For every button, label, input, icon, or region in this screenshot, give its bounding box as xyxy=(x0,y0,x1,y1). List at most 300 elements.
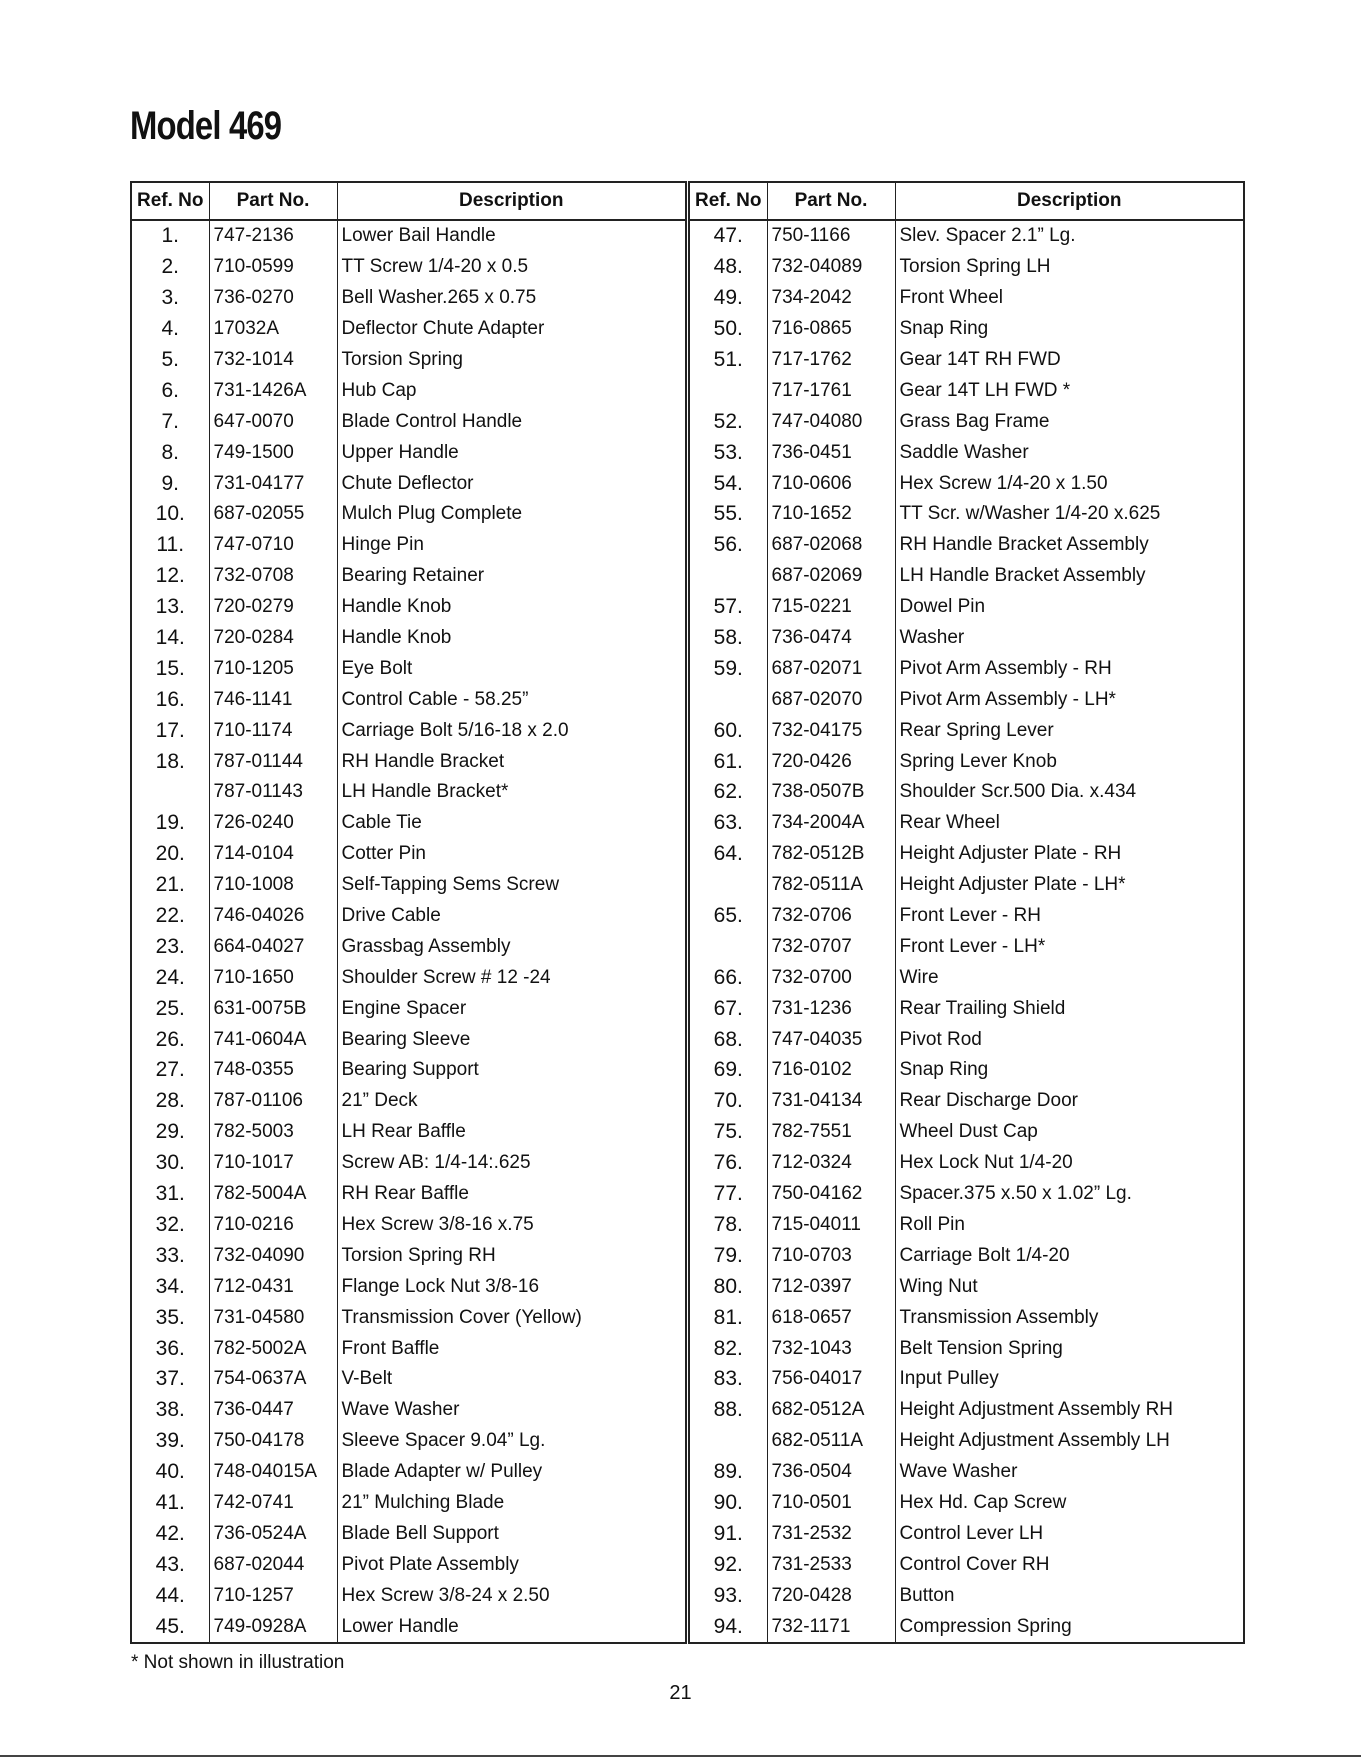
table-row xyxy=(131,1580,686,1611)
description-cell: LH Rear Baffle xyxy=(337,1117,686,1148)
parts-table-left xyxy=(130,181,687,1644)
table-row xyxy=(689,1518,1244,1549)
ref-no-cell: 44. xyxy=(131,1580,209,1611)
part-no-cell: 738-0507B xyxy=(767,777,895,808)
part-no-cell: 717-1762 xyxy=(767,345,895,376)
ref-no-cell xyxy=(689,870,767,901)
part-no-cell: 712-0324 xyxy=(767,1148,895,1179)
table-row xyxy=(131,1395,686,1426)
part-no-cell: 710-1008 xyxy=(209,870,337,901)
table-row xyxy=(689,684,1244,715)
table-row xyxy=(131,623,686,654)
ref-no-cell: 47. xyxy=(689,220,767,252)
description-cell: Engine Spacer xyxy=(337,993,686,1024)
description-cell: Hex Hd. Cap Screw xyxy=(895,1488,1244,1519)
description-cell: TT Screw 1/4-20 x 0.5 xyxy=(337,252,686,283)
description-cell: Wire xyxy=(895,962,1244,993)
part-no-cell: 782-0512B xyxy=(767,839,895,870)
part-no-cell: 747-04035 xyxy=(767,1024,895,1055)
table-row xyxy=(689,252,1244,283)
ref-no-cell: 67. xyxy=(689,993,767,1024)
table-row xyxy=(131,406,686,437)
ref-no-cell: 19. xyxy=(131,808,209,839)
description-cell: Bearing Sleeve xyxy=(337,1024,686,1055)
ref-no-cell: 34. xyxy=(131,1271,209,1302)
ref-no-cell: 54. xyxy=(689,468,767,499)
table-row xyxy=(131,715,686,746)
description-cell: Sleeve Spacer 9.04” Lg. xyxy=(337,1426,686,1457)
part-no-cell: 710-1174 xyxy=(209,715,337,746)
table-row xyxy=(131,684,686,715)
table-row xyxy=(131,592,686,623)
description-cell: LH Handle Bracket* xyxy=(337,777,686,808)
part-no-cell: 647-0070 xyxy=(209,406,337,437)
table-row xyxy=(689,468,1244,499)
part-no-cell: 732-0706 xyxy=(767,901,895,932)
ref-no-cell: 43. xyxy=(131,1549,209,1580)
table-row xyxy=(689,1580,1244,1611)
ref-no-cell: 78. xyxy=(689,1210,767,1241)
table-row xyxy=(689,1148,1244,1179)
table-row xyxy=(131,1611,686,1643)
part-no-cell: 742-0741 xyxy=(209,1488,337,1519)
table-row xyxy=(689,283,1244,314)
part-no-cell: 787-01143 xyxy=(209,777,337,808)
ref-no-cell: 13. xyxy=(131,592,209,623)
ref-no-cell: 5. xyxy=(131,345,209,376)
part-no-cell: 687-02070 xyxy=(767,684,895,715)
table-row xyxy=(131,962,686,993)
ref-no-cell: 35. xyxy=(131,1302,209,1333)
description-cell: Wave Washer xyxy=(337,1395,686,1426)
table-row xyxy=(689,220,1244,252)
description-cell: Pivot Arm Assembly - RH xyxy=(895,653,1244,684)
table-row xyxy=(131,1148,686,1179)
table-row xyxy=(689,715,1244,746)
part-no-cell: 687-02055 xyxy=(209,499,337,530)
ref-no-cell: 53. xyxy=(689,437,767,468)
description-cell: Rear Trailing Shield xyxy=(895,993,1244,1024)
ref-no-cell: 51. xyxy=(689,345,767,376)
description-cell: Transmission Cover (Yellow) xyxy=(337,1302,686,1333)
part-no-cell: 782-5003 xyxy=(209,1117,337,1148)
part-no-cell: 747-04080 xyxy=(767,406,895,437)
header-part-no: Part No. xyxy=(767,182,895,220)
part-no-cell: 782-7551 xyxy=(767,1117,895,1148)
part-no-cell: 782-5002A xyxy=(209,1333,337,1364)
description-cell: Cotter Pin xyxy=(337,839,686,870)
table-row xyxy=(689,1271,1244,1302)
ref-no-cell: 23. xyxy=(131,931,209,962)
description-cell: Mulch Plug Complete xyxy=(337,499,686,530)
table-row xyxy=(689,1240,1244,1271)
part-no-cell: 720-0279 xyxy=(209,592,337,623)
part-no-cell: 687-02068 xyxy=(767,530,895,561)
ref-no-cell: 45. xyxy=(131,1611,209,1643)
part-no-cell: 732-1014 xyxy=(209,345,337,376)
part-no-cell: 731-04580 xyxy=(209,1302,337,1333)
description-cell: Transmission Assembly xyxy=(895,1302,1244,1333)
description-cell: Height Adjustment Assembly RH xyxy=(895,1395,1244,1426)
table-row xyxy=(131,530,686,561)
ref-no-cell: 58. xyxy=(689,623,767,654)
part-no-cell: 687-02044 xyxy=(209,1549,337,1580)
description-cell: Height Adjuster Plate - RH xyxy=(895,839,1244,870)
ref-no-cell: 26. xyxy=(131,1024,209,1055)
part-no-cell: 687-02069 xyxy=(767,561,895,592)
table-row xyxy=(131,777,686,808)
ref-no-cell: 69. xyxy=(689,1055,767,1086)
part-no-cell: 732-0700 xyxy=(767,962,895,993)
part-no-cell: 715-04011 xyxy=(767,1210,895,1241)
part-no-cell: 618-0657 xyxy=(767,1302,895,1333)
part-no-cell: 787-01144 xyxy=(209,746,337,777)
ref-no-cell: 17. xyxy=(131,715,209,746)
table-row xyxy=(131,345,686,376)
ref-no-cell: 76. xyxy=(689,1148,767,1179)
table-row xyxy=(131,437,686,468)
part-no-cell: 712-0431 xyxy=(209,1271,337,1302)
table-row xyxy=(689,1364,1244,1395)
table-row xyxy=(689,993,1244,1024)
ref-no-cell: 66. xyxy=(689,962,767,993)
table-row xyxy=(131,468,686,499)
table-row xyxy=(689,1055,1244,1086)
part-no-cell: 710-1257 xyxy=(209,1580,337,1611)
part-no-cell: 732-04175 xyxy=(767,715,895,746)
part-no-cell: 736-0474 xyxy=(767,623,895,654)
header-ref-no: Ref. No xyxy=(689,182,767,220)
part-no-cell: 736-0270 xyxy=(209,283,337,314)
table-row xyxy=(689,1426,1244,1457)
part-no-cell: 712-0397 xyxy=(767,1271,895,1302)
part-no-cell: 732-04089 xyxy=(767,252,895,283)
ref-no-cell xyxy=(689,684,767,715)
part-no-cell: 732-1171 xyxy=(767,1611,895,1643)
table-row xyxy=(689,592,1244,623)
description-cell: Carriage Bolt 5/16-18 x 2.0 xyxy=(337,715,686,746)
description-cell: Pivot Arm Assembly - LH* xyxy=(895,684,1244,715)
description-cell: Bearing Retainer xyxy=(337,561,686,592)
ref-no-cell: 55. xyxy=(689,499,767,530)
part-no-cell: 731-04134 xyxy=(767,1086,895,1117)
description-cell: Shoulder Screw # 12 -24 xyxy=(337,962,686,993)
table-row xyxy=(131,808,686,839)
part-no-cell: 782-5004A xyxy=(209,1179,337,1210)
table-row xyxy=(689,1611,1244,1643)
description-cell: V-Belt xyxy=(337,1364,686,1395)
table-row xyxy=(131,1210,686,1241)
table-row xyxy=(689,406,1244,437)
part-no-cell: 731-2533 xyxy=(767,1549,895,1580)
part-no-cell: 631-0075B xyxy=(209,993,337,1024)
description-cell: Grass Bag Frame xyxy=(895,406,1244,437)
table-row xyxy=(131,375,686,406)
description-cell: Torsion Spring LH xyxy=(895,252,1244,283)
table-row xyxy=(689,1302,1244,1333)
ref-no-cell: 37. xyxy=(131,1364,209,1395)
table-row xyxy=(131,1333,686,1364)
ref-no-cell xyxy=(131,777,209,808)
table-row xyxy=(689,870,1244,901)
header-ref-no: Ref. No xyxy=(131,182,209,220)
ref-no-cell xyxy=(689,931,767,962)
table-row xyxy=(131,839,686,870)
ref-no-cell: 36. xyxy=(131,1333,209,1364)
description-cell: Roll Pin xyxy=(895,1210,1244,1241)
table-row xyxy=(689,561,1244,592)
ref-no-cell xyxy=(689,561,767,592)
description-cell: Wheel Dust Cap xyxy=(895,1117,1244,1148)
description-cell: Blade Bell Support xyxy=(337,1518,686,1549)
part-no-cell: 720-0426 xyxy=(767,746,895,777)
part-no-cell: 710-0216 xyxy=(209,1210,337,1241)
table-row xyxy=(689,777,1244,808)
description-cell: Wave Washer xyxy=(895,1457,1244,1488)
part-no-cell: 710-1205 xyxy=(209,653,337,684)
table-row xyxy=(689,437,1244,468)
description-cell: TT Scr. w/Washer 1/4-20 x.625 xyxy=(895,499,1244,530)
parts-table-right xyxy=(688,181,1245,1644)
part-no-cell: 17032A xyxy=(209,314,337,345)
description-cell: Rear Spring Lever xyxy=(895,715,1244,746)
ref-no-cell: 75. xyxy=(689,1117,767,1148)
table-row xyxy=(131,1024,686,1055)
ref-no-cell xyxy=(689,375,767,406)
description-cell: Handle Knob xyxy=(337,592,686,623)
ref-no-cell: 24. xyxy=(131,962,209,993)
ref-no-cell: 92. xyxy=(689,1549,767,1580)
table-row xyxy=(131,1055,686,1086)
description-cell: Slev. Spacer 2.1” Lg. xyxy=(895,220,1244,252)
ref-no-cell: 83. xyxy=(689,1364,767,1395)
table-row xyxy=(131,252,686,283)
description-cell: Hub Cap xyxy=(337,375,686,406)
ref-no-cell: 16. xyxy=(131,684,209,715)
part-no-cell: 731-04177 xyxy=(209,468,337,499)
table-row xyxy=(689,1117,1244,1148)
table-row xyxy=(131,1364,686,1395)
ref-no-cell: 27. xyxy=(131,1055,209,1086)
part-no-cell: 750-04162 xyxy=(767,1179,895,1210)
ref-no-cell: 40. xyxy=(131,1457,209,1488)
ref-no-cell: 89. xyxy=(689,1457,767,1488)
description-cell: Gear 14T RH FWD xyxy=(895,345,1244,376)
table-header-row xyxy=(689,182,1244,220)
ref-no-cell xyxy=(689,1426,767,1457)
table-row xyxy=(689,901,1244,932)
ref-no-cell: 15. xyxy=(131,653,209,684)
description-cell: Rear Wheel xyxy=(895,808,1244,839)
table-row xyxy=(689,1395,1244,1426)
description-cell: Saddle Washer xyxy=(895,437,1244,468)
part-no-cell: 750-04178 xyxy=(209,1426,337,1457)
description-cell: Front Baffle xyxy=(337,1333,686,1364)
ref-no-cell: 93. xyxy=(689,1580,767,1611)
description-cell: Bell Washer.265 x 0.75 xyxy=(337,283,686,314)
part-no-cell: 746-1141 xyxy=(209,684,337,715)
ref-no-cell: 28. xyxy=(131,1086,209,1117)
ref-no-cell: 10. xyxy=(131,499,209,530)
ref-no-cell: 18. xyxy=(131,746,209,777)
description-cell: Carriage Bolt 1/4-20 xyxy=(895,1240,1244,1271)
table-row xyxy=(689,962,1244,993)
ref-no-cell: 48. xyxy=(689,252,767,283)
ref-no-cell: 4. xyxy=(131,314,209,345)
description-cell: Belt Tension Spring xyxy=(895,1333,1244,1364)
description-cell: Flange Lock Nut 3/8-16 xyxy=(337,1271,686,1302)
description-cell: Deflector Chute Adapter xyxy=(337,314,686,345)
description-cell: Height Adjuster Plate - LH* xyxy=(895,870,1244,901)
description-cell: Control Lever LH xyxy=(895,1518,1244,1549)
table-row xyxy=(131,561,686,592)
description-cell: Control Cover RH xyxy=(895,1549,1244,1580)
part-no-cell: 756-04017 xyxy=(767,1364,895,1395)
description-cell: Gear 14T LH FWD * xyxy=(895,375,1244,406)
part-no-cell: 787-01106 xyxy=(209,1086,337,1117)
table-row xyxy=(689,808,1244,839)
ref-no-cell: 79. xyxy=(689,1240,767,1271)
ref-no-cell: 12. xyxy=(131,561,209,592)
ref-no-cell: 62. xyxy=(689,777,767,808)
ref-no-cell: 90. xyxy=(689,1488,767,1519)
ref-no-cell: 60. xyxy=(689,715,767,746)
table-row xyxy=(131,1240,686,1271)
part-no-cell: 716-0865 xyxy=(767,314,895,345)
description-cell: 21” Mulching Blade xyxy=(337,1488,686,1519)
table-row xyxy=(689,375,1244,406)
part-no-cell: 714-0104 xyxy=(209,839,337,870)
description-cell: Front Wheel xyxy=(895,283,1244,314)
ref-no-cell: 64. xyxy=(689,839,767,870)
ref-no-cell: 20. xyxy=(131,839,209,870)
ref-no-cell: 32. xyxy=(131,1210,209,1241)
part-no-cell: 710-1650 xyxy=(209,962,337,993)
part-no-cell: 720-0428 xyxy=(767,1580,895,1611)
ref-no-cell: 77. xyxy=(689,1179,767,1210)
description-cell: Drive Cable xyxy=(337,901,686,932)
description-cell: Hex Screw 3/8-24 x 2.50 xyxy=(337,1580,686,1611)
description-cell: Front Lever - LH* xyxy=(895,931,1244,962)
description-cell: Rear Discharge Door xyxy=(895,1086,1244,1117)
part-no-cell: 710-0501 xyxy=(767,1488,895,1519)
table-row xyxy=(131,1179,686,1210)
ref-no-cell: 41. xyxy=(131,1488,209,1519)
ref-no-cell: 63. xyxy=(689,808,767,839)
description-cell: Wing Nut xyxy=(895,1271,1244,1302)
part-no-cell: 710-1017 xyxy=(209,1148,337,1179)
description-cell: Washer xyxy=(895,623,1244,654)
description-cell: Upper Handle xyxy=(337,437,686,468)
description-cell: Compression Spring xyxy=(895,1611,1244,1643)
description-cell: Lower Handle xyxy=(337,1611,686,1643)
part-no-cell: 726-0240 xyxy=(209,808,337,839)
part-no-cell: 748-0355 xyxy=(209,1055,337,1086)
description-cell: Handle Knob xyxy=(337,623,686,654)
ref-no-cell: 7. xyxy=(131,406,209,437)
description-cell: Grassbag Assembly xyxy=(337,931,686,962)
description-cell: Chute Deflector xyxy=(337,468,686,499)
description-cell: RH Handle Bracket Assembly xyxy=(895,530,1244,561)
description-cell: Torsion Spring RH xyxy=(337,1240,686,1271)
table-row xyxy=(689,1024,1244,1055)
ref-no-cell: 25. xyxy=(131,993,209,1024)
table-row xyxy=(689,746,1244,777)
ref-no-cell: 80. xyxy=(689,1271,767,1302)
description-cell: Hex Lock Nut 1/4-20 xyxy=(895,1148,1244,1179)
part-no-cell: 734-2004A xyxy=(767,808,895,839)
part-no-cell: 747-2136 xyxy=(209,220,337,252)
description-cell: Pivot Plate Assembly xyxy=(337,1549,686,1580)
part-no-cell: 736-0451 xyxy=(767,437,895,468)
ref-no-cell: 49. xyxy=(689,283,767,314)
description-cell: Snap Ring xyxy=(895,314,1244,345)
header-description: Description xyxy=(895,182,1244,220)
part-no-cell: 736-0504 xyxy=(767,1457,895,1488)
description-cell: Screw AB: 1/4-14:.625 xyxy=(337,1148,686,1179)
description-cell: Front Lever - RH xyxy=(895,901,1244,932)
part-no-cell: 715-0221 xyxy=(767,592,895,623)
table-row xyxy=(689,499,1244,530)
description-cell: RH Rear Baffle xyxy=(337,1179,686,1210)
table-row xyxy=(131,1271,686,1302)
ref-no-cell: 42. xyxy=(131,1518,209,1549)
table-row xyxy=(689,653,1244,684)
table-row xyxy=(689,1179,1244,1210)
part-no-cell: 734-2042 xyxy=(767,283,895,314)
part-no-cell: 731-1426A xyxy=(209,375,337,406)
ref-no-cell: 50. xyxy=(689,314,767,345)
table-row xyxy=(689,839,1244,870)
description-cell: Shoulder Scr.500 Dia. x.434 xyxy=(895,777,1244,808)
part-no-cell: 741-0604A xyxy=(209,1024,337,1055)
ref-no-cell: 82. xyxy=(689,1333,767,1364)
ref-no-cell: 11. xyxy=(131,530,209,561)
ref-no-cell: 9. xyxy=(131,468,209,499)
ref-no-cell: 59. xyxy=(689,653,767,684)
table-row xyxy=(131,1549,686,1580)
description-cell: Hinge Pin xyxy=(337,530,686,561)
description-cell: Blade Control Handle xyxy=(337,406,686,437)
part-no-cell: 710-0606 xyxy=(767,468,895,499)
description-cell: Spring Lever Knob xyxy=(895,746,1244,777)
ref-no-cell: 2. xyxy=(131,252,209,283)
ref-no-cell: 31. xyxy=(131,1179,209,1210)
table-row xyxy=(689,530,1244,561)
ref-no-cell: 21. xyxy=(131,870,209,901)
part-no-cell: 731-2532 xyxy=(767,1518,895,1549)
ref-no-cell: 65. xyxy=(689,901,767,932)
table-row xyxy=(689,345,1244,376)
description-cell: Control Cable - 58.25” xyxy=(337,684,686,715)
part-no-cell: 731-1236 xyxy=(767,993,895,1024)
ref-no-cell: 22. xyxy=(131,901,209,932)
part-no-cell: 717-1761 xyxy=(767,375,895,406)
table-row xyxy=(131,746,686,777)
part-no-cell: 750-1166 xyxy=(767,220,895,252)
part-no-cell: 732-0707 xyxy=(767,931,895,962)
description-cell: Cable Tie xyxy=(337,808,686,839)
part-no-cell: 732-1043 xyxy=(767,1333,895,1364)
table-row xyxy=(131,283,686,314)
ref-no-cell: 57. xyxy=(689,592,767,623)
table-row xyxy=(689,314,1244,345)
table-row xyxy=(131,653,686,684)
table-row xyxy=(131,1518,686,1549)
part-no-cell: 710-0599 xyxy=(209,252,337,283)
ref-no-cell: 91. xyxy=(689,1518,767,1549)
description-cell: Lower Bail Handle xyxy=(337,220,686,252)
